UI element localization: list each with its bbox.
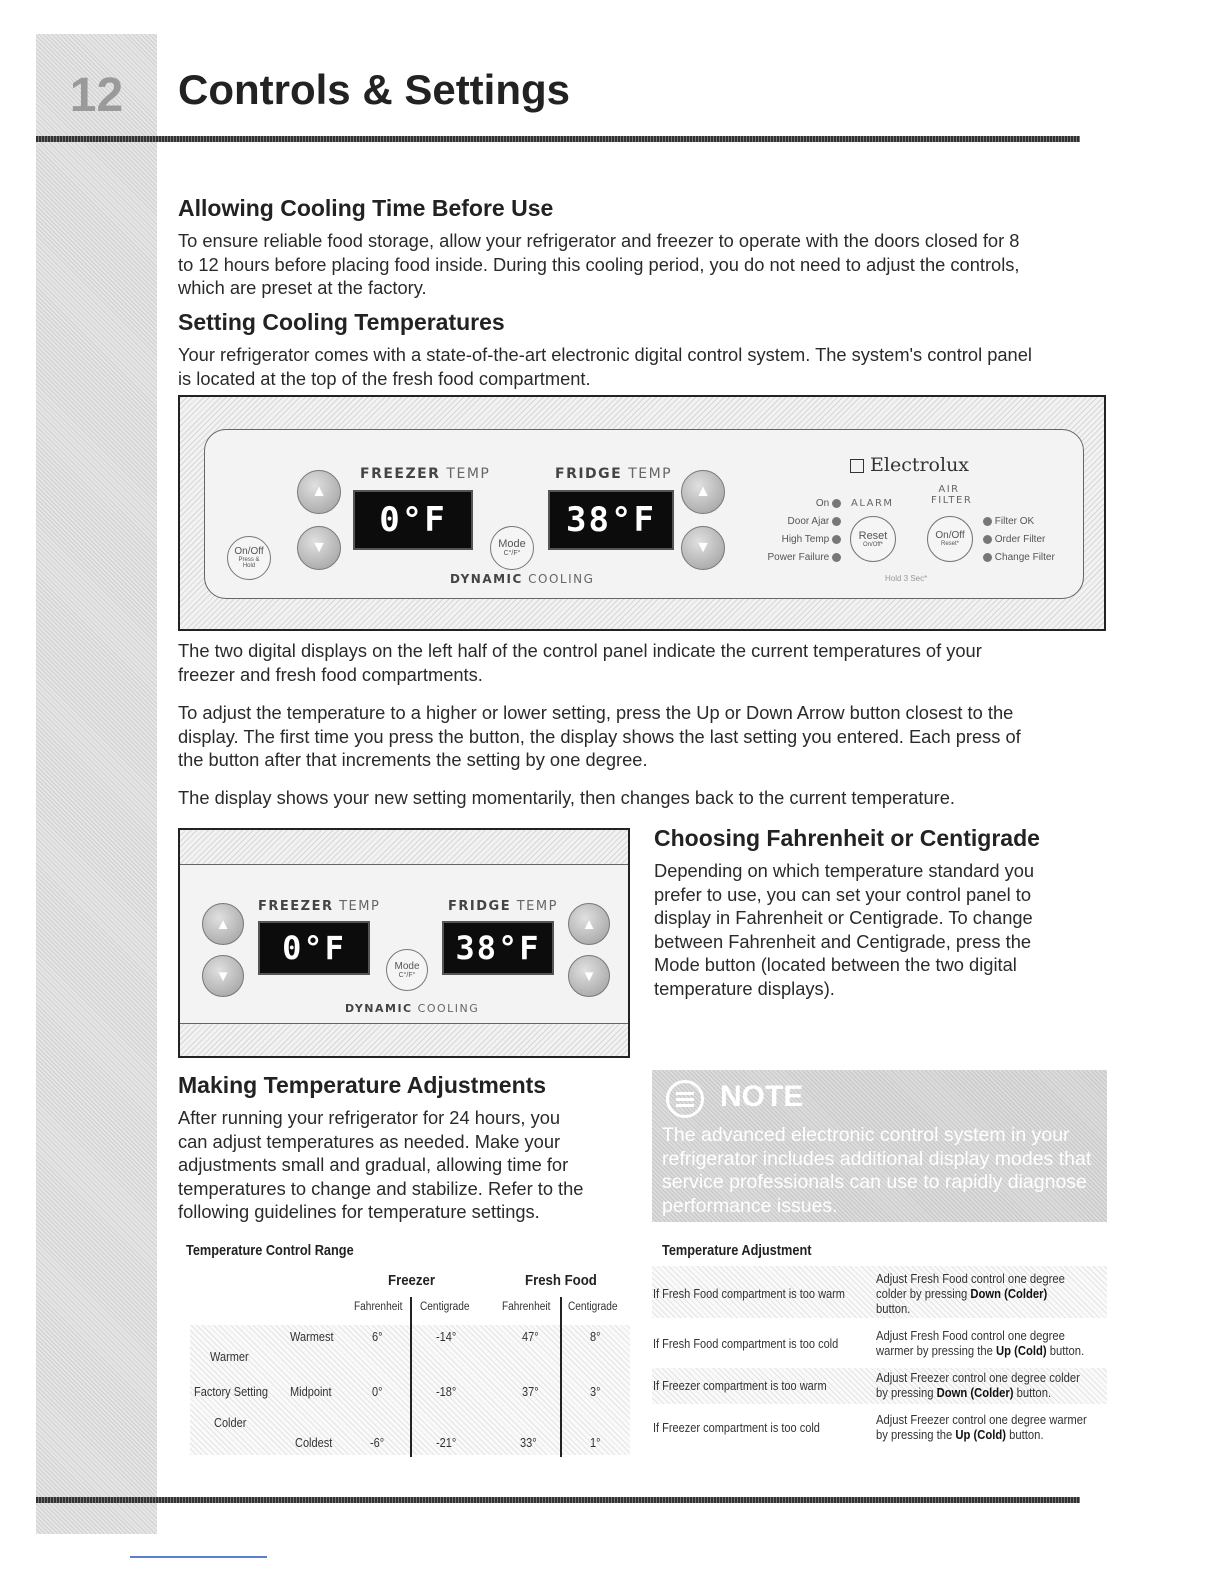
fridge-temp-label: FRIDGE TEMP — [555, 466, 673, 482]
arrow-down-icon: ▼ — [695, 539, 711, 556]
dynamic-cooling-label: DYNAMIC COOLING — [345, 1002, 480, 1015]
footer-link-underline[interactable] — [130, 1556, 267, 1558]
adjust-table-title: Temperature Adjustment — [662, 1242, 812, 1259]
note-box — [652, 1070, 1107, 1222]
fridge-down-button[interactable] — [681, 526, 725, 570]
heading-adjustments: Making Temperature Adjustments — [178, 1072, 547, 1098]
setting-temps-text: Your refrigerator comes with a state-of-the-art electronic digital control system. The system's control panel is located at the top of the fresh food compartment. — [178, 344, 1032, 389]
arrow-up-icon: ▲ — [215, 915, 231, 933]
note-icon — [666, 1080, 704, 1118]
fridge-display: 38°F — [548, 490, 674, 550]
side-label-colder: Colder — [214, 1416, 247, 1430]
heading-cooling-time: Allowing Cooling Time Before Use — [178, 195, 554, 221]
unit-header: Centigrade — [420, 1301, 470, 1313]
filter-indicator-ok: Filter OK — [983, 516, 1034, 527]
indicator-light — [832, 517, 841, 526]
range-table-title: Temperature Control Range — [186, 1242, 354, 1259]
freezer-down-button[interactable] — [202, 955, 244, 997]
arrow-down-icon: ▼ — [311, 539, 327, 556]
display-detail-panel — [180, 864, 628, 1024]
page-title: Controls & Settings — [178, 66, 571, 113]
adjust-text: To adjust the temperature to a higher or lower setting, press the Up or Down Arrow button closest to the display. The first time you press the button, the display shows the last setting you entered. Each press of the button after that increments the setting by one degree. — [178, 702, 1021, 770]
filter-reset-button[interactable]: On/Off Reset* — [927, 516, 973, 562]
arrow-down-icon: ▼ — [215, 967, 231, 985]
air-filter-label: AIR FILTER — [931, 484, 973, 506]
column-group-fresh-food: Fresh Food — [525, 1272, 597, 1289]
alarm-indicator-on: On — [771, 498, 841, 509]
column-group-freezer: Freezer — [388, 1272, 435, 1289]
freezer-temp-label: FREEZER TEMP — [360, 466, 491, 482]
freezer-up-button[interactable] — [297, 470, 341, 514]
alarm-indicator-power-failure: Power Failure — [741, 552, 841, 563]
momentary-text: The display shows your new setting momentarily, then changes back to the current temperature. — [178, 787, 956, 808]
alarm-reset-button[interactable]: Reset On/Off* — [850, 516, 896, 562]
electrolux-logo-icon — [850, 459, 864, 473]
indicator-light — [983, 535, 992, 544]
control-panel-illustration — [178, 395, 1106, 631]
hold-note: Hold 3 Sec* — [885, 574, 928, 583]
arrow-up-icon: ▲ — [695, 483, 711, 500]
alarm-label: ALARM — [851, 498, 894, 509]
mode-button[interactable]: Mode C°/F° — [490, 526, 534, 570]
indicator-light — [832, 499, 841, 508]
arrow-up-icon: ▲ — [581, 915, 597, 933]
brand-logo: Electrolux — [850, 454, 969, 476]
on-off-button[interactable]: On/Off Press & Hold — [227, 536, 271, 580]
column-divider — [410, 1297, 412, 1457]
freezer-up-button[interactable] — [202, 903, 244, 945]
cooling-time-text: To ensure reliable food storage, allow your refrigerator and freezer to operate with the doors closed for 8 to 12 hours before placing food inside. During this cooling period, you do not need to adjust the controls, which are preset at the factory. — [178, 230, 1020, 298]
control-panel — [204, 429, 1084, 599]
page-number: 12 — [69, 69, 124, 122]
alarm-indicator-door-ajar: Door Ajar — [761, 516, 841, 527]
fridge-up-button[interactable] — [568, 903, 610, 945]
freezer-display: 0°F — [258, 921, 370, 975]
arrow-up-icon: ▲ — [311, 483, 327, 500]
column-divider — [560, 1297, 562, 1457]
mode-button[interactable]: Mode C°/F° — [386, 949, 428, 991]
dynamic-cooling-label: DYNAMIC COOLING — [450, 572, 595, 586]
note-text: The advanced electronic control system in your refrigerator includes additional display modes that service professionals can use to rapidly diagnose performance issues. — [662, 1124, 1092, 1217]
unit-header: Fahrenheit — [354, 1301, 403, 1313]
indicator-light — [832, 535, 841, 544]
fridge-up-button[interactable] — [681, 470, 725, 514]
indicator-light — [983, 517, 992, 526]
filter-indicator-order: Order Filter — [983, 534, 1045, 545]
header-rule — [36, 136, 1080, 142]
footer-rule — [36, 1497, 1080, 1503]
fahrenheit-text: Depending on which temperature standard you prefer to use, you can set your control panel to display in Fahrenheit or Centigrade. To change between Fahrenheit and Centigrade, press the Mode button (located between the two digital temperature displays). — [654, 860, 1035, 999]
freezer-down-button[interactable] — [297, 526, 341, 570]
arrow-down-icon: ▼ — [581, 967, 597, 985]
sidebar-band — [36, 34, 157, 1534]
indicator-light — [983, 553, 992, 562]
display-detail-illustration — [178, 828, 630, 1058]
fridge-display: 38°F — [442, 921, 554, 975]
adjustments-text: After running your refrigerator for 24 hours, you can adjust temperatures as needed. Make your adjustments small and gradual, allowing time for temperatures to change and stabilize. Refer to the following guidelines for temperature settings. — [178, 1107, 584, 1222]
alarm-indicator-high-temp: High Temp — [761, 534, 841, 545]
heading-fahrenheit: Choosing Fahrenheit or Centigrade — [654, 825, 1040, 851]
unit-header: Centigrade — [568, 1301, 618, 1313]
side-label-factory: Factory Setting — [194, 1385, 268, 1399]
unit-header: Fahrenheit — [502, 1301, 551, 1313]
indicator-light — [832, 553, 841, 562]
fridge-temp-label: FRIDGE TEMP — [448, 899, 558, 914]
fridge-down-button[interactable] — [568, 955, 610, 997]
side-label-warmer: Warmer — [210, 1350, 249, 1364]
note-title: NOTE — [720, 1080, 804, 1113]
filter-indicator-change: Change Filter — [983, 552, 1055, 563]
freezer-display: 0°F — [353, 490, 473, 550]
heading-setting-temps: Setting Cooling Temperatures — [178, 309, 505, 335]
freezer-temp-label: FREEZER TEMP — [258, 899, 381, 914]
displays-text: The two digital displays on the left half of the control panel indicate the current temperatures of your freezer and fresh food compartments. — [178, 640, 982, 685]
